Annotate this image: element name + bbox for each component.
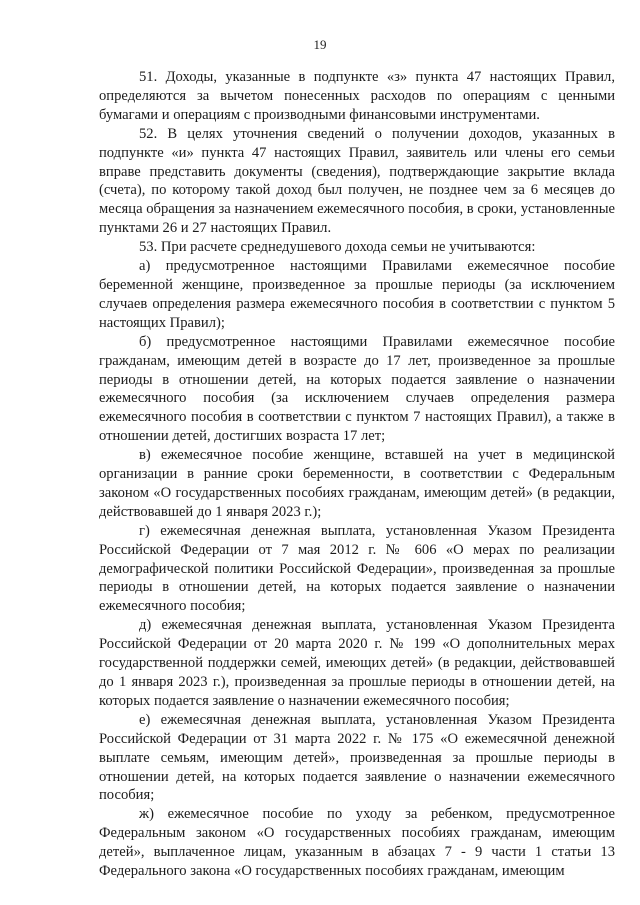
list-item-e: е) ежемесячная денежная выплата, установленная Указом Президента Российской Федерации от 31 марта 2022 г. № 175 «О ежемесячной денежной выплате семьям, имеющим детей», произведенная за прошлые периоды в отношении детей, на которых подается заявление о назначении ежемесячного пособия; xyxy=(99,711,615,804)
paragraph-52: 52. В целях уточнения сведений о получении доходов, указанных в подпункте «и» пункта 47 настоящих Правил, заявитель или члены его семьи вправе представить документы (сведения), подтверждающие закрытие вклада (счета), по которому такой доход был получен, не позднее чем за 6 месяцев до месяца обращения за назначением ежемесячного пособия, в сроки, установленные пунктами 26 и 27 настоящих Правил. xyxy=(99,125,615,237)
list-item-g: г) ежемесячная денежная выплата, установленная Указом Президента Российской Федерации от 7 мая 2012 г. № 606 «О мерах по реализации демографической политики Российской Федерации», произведенная за прошлые периоды в отношении детей, на которых подается заявление о назначении ежемесячного пособия; xyxy=(99,522,615,615)
document-body xyxy=(99,68,615,881)
list-item-b: б) предусмотренное настоящими Правилами ежемесячное пособие гражданам, имеющим детей в возрасте до 17 лет, произведенное за прошлые периоды в отношении детей, на которых подается заявление о назначении ежемесячного пособия (за исключением случаев определения размера ежемесячного пособия в соответствии с пунктом 7 настоящих Правил), а также в отношении детей, достигших возраста 17 лет; xyxy=(99,333,615,445)
list-item-d: д) ежемесячная денежная выплата, установленная Указом Президента Российской Федерации от 20 марта 2020 г. № 199 «О дополнительных мерах государственной поддержки семей, имеющих детей» (в редакции, действовавшей до 1 января 2023 г.), произведенная за прошлые периоды в отношении детей, на которых подается заявление о назначении ежемесячного пособия; xyxy=(99,617,615,709)
list-item-zh: ж) ежемесячное пособие по уходу за ребенком, предусмотренное Федеральным законом «О государственных пособиях гражданам, имеющим детей», выплаченное лицам, указанным в абзацах 7 - 9 части 1 статьи 13 Федерального закона «О государственных пособиях гражданам, имеющим xyxy=(99,806,615,880)
list-item-a: а) предусмотренное настоящими Правилами ежемесячное пособие беременной женщине, произведенное за прошлые периоды (за исключением случаев определения размера ежемесячного пособия в соответствии с пунктом 5 настоящих Правил); xyxy=(99,258,615,331)
page-number: 19 xyxy=(313,37,327,52)
list-item-v: в) ежемесячное пособие женщине, вставшей на учет в медицинской организации в ранние сроки беременности, в соответствии с Федеральным законом «О государственных пособиях гражданам, имеющим детей» (в редакции, действовавшей до 1 января 2023 г.); xyxy=(99,447,615,520)
paragraph-53-intro: 53. При расчете среднедушевого дохода семьи не учитываются: xyxy=(139,239,536,256)
paragraph-51: 51. Доходы, указанные в подпункте «з» пункта 47 настоящих Правил, определяются за вычетом понесенных расходов по операциям с ценными бумагами и операциям с производными финансовыми инструментами. xyxy=(99,69,615,123)
